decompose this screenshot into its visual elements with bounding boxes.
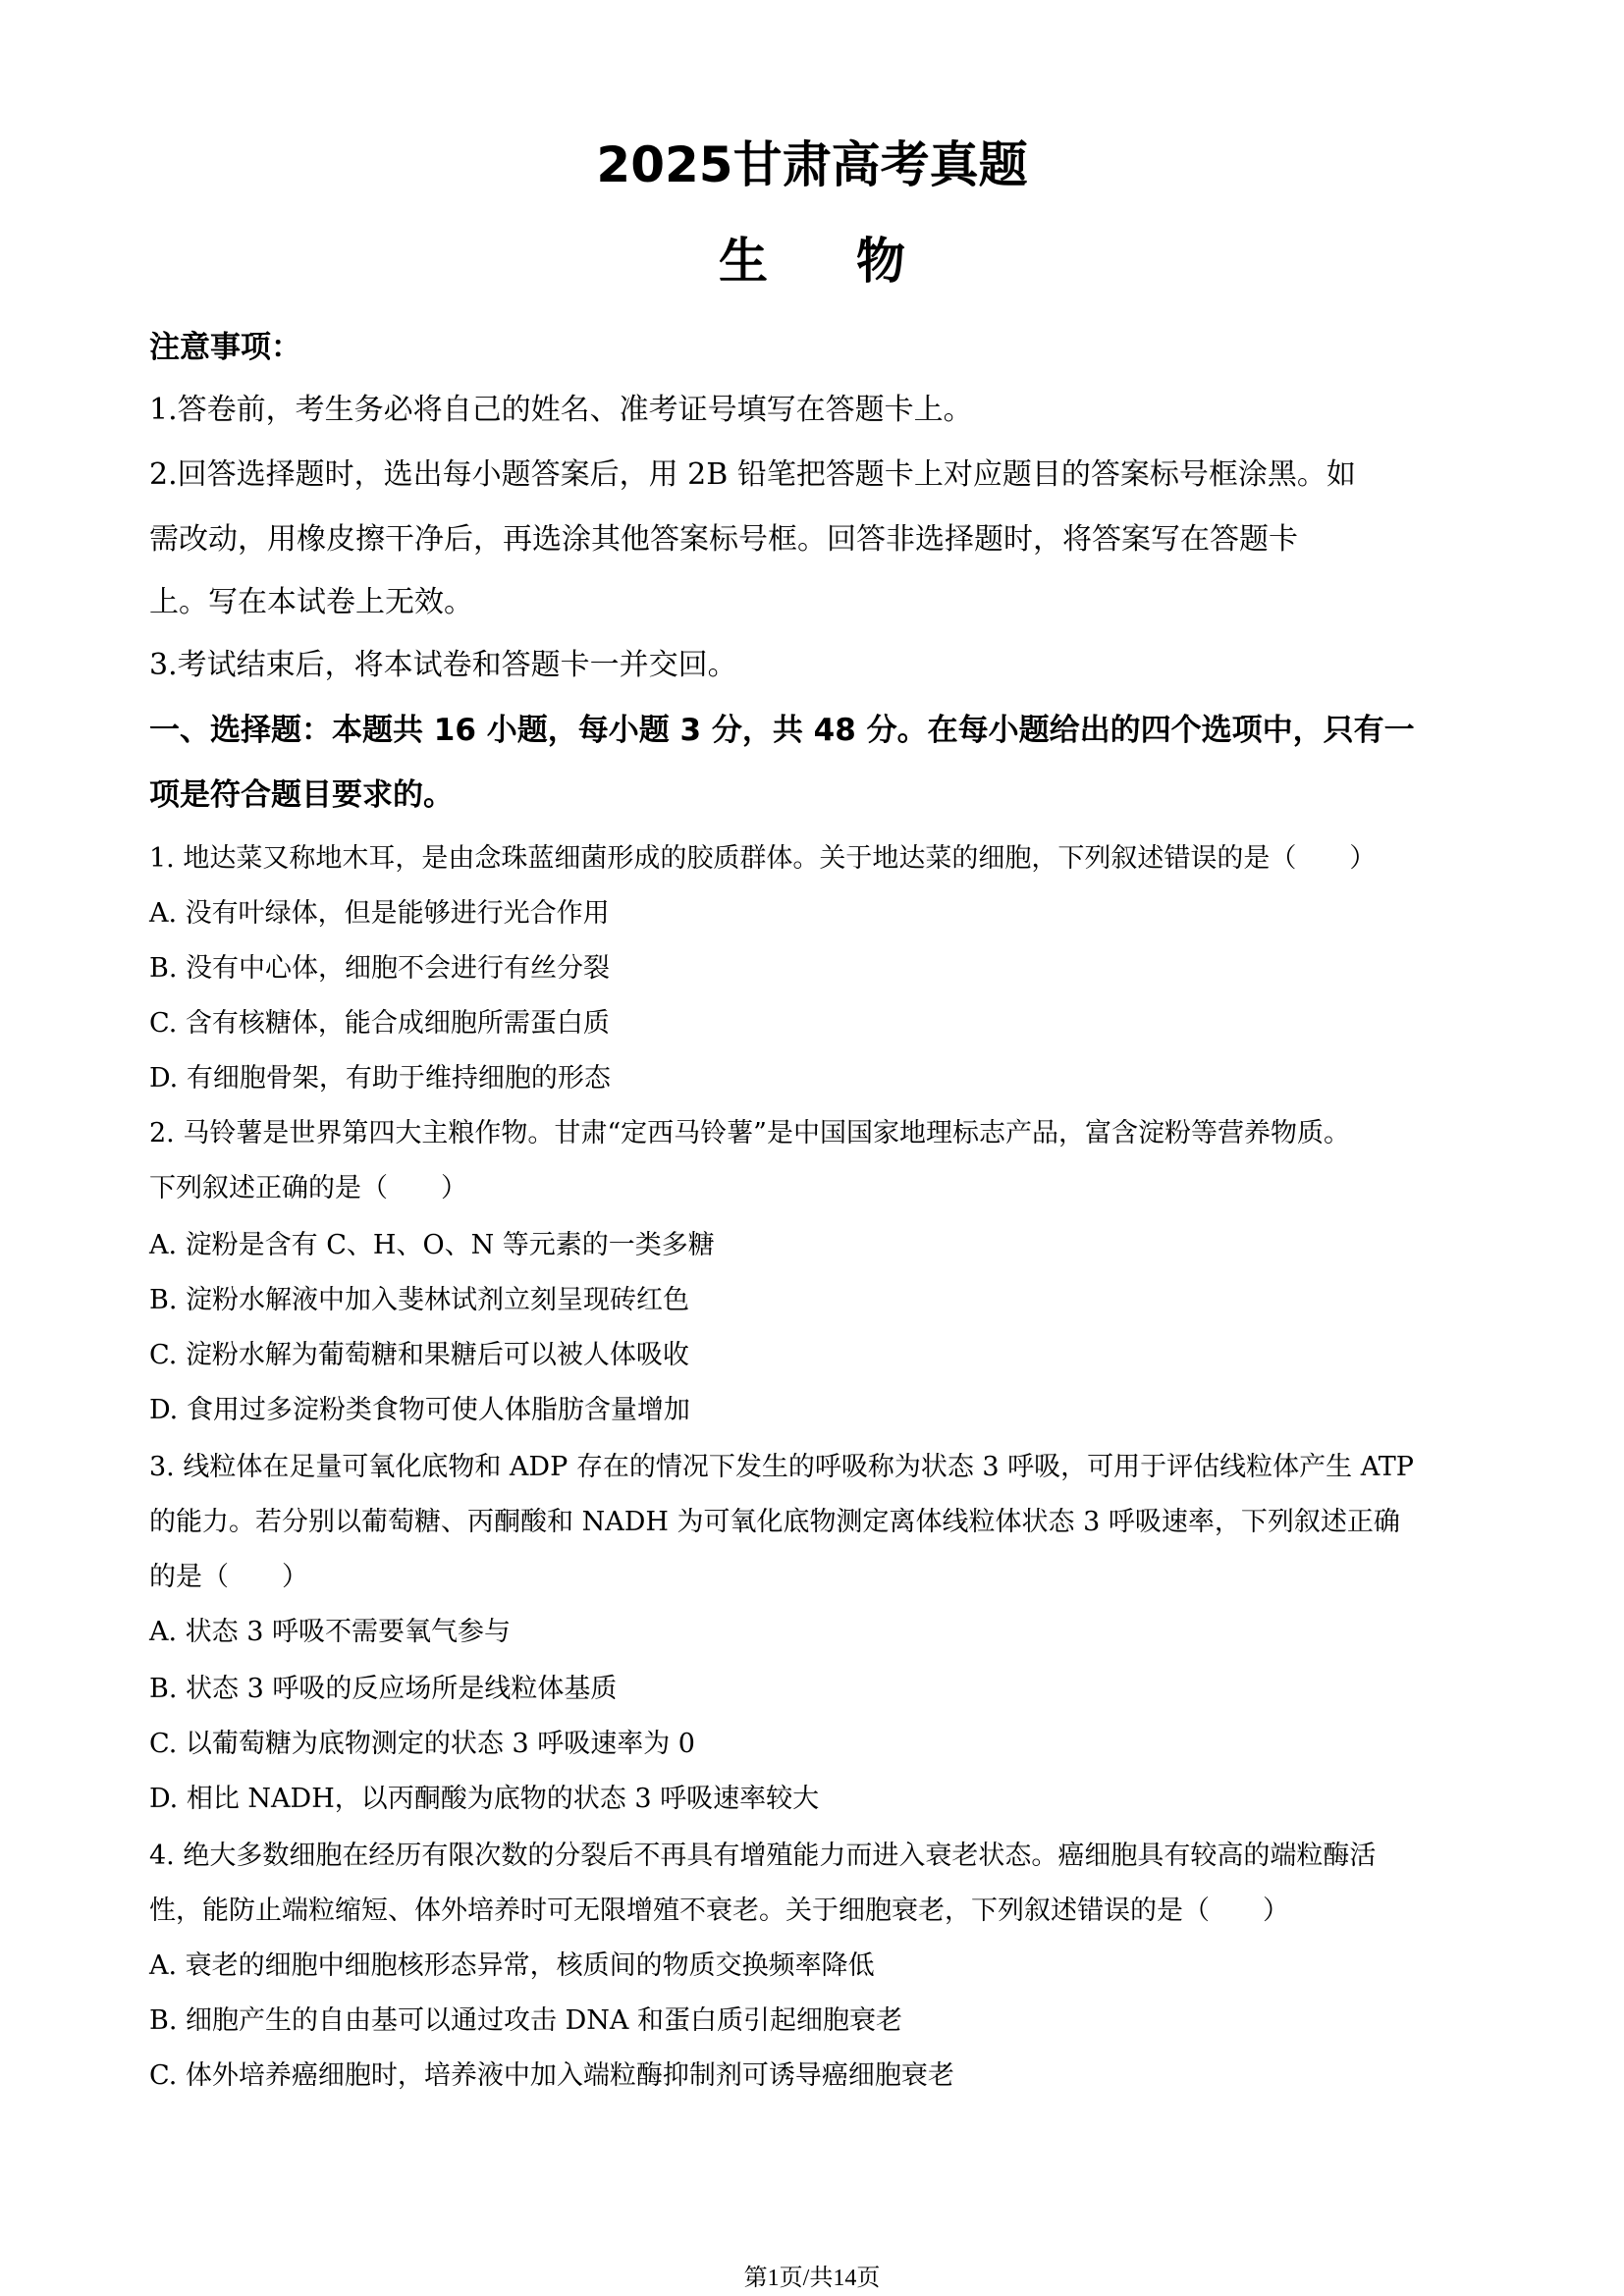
- section-heading-line-1: 一、选择题：本题共 16 小题，每小题 3 分，共 48 分。在每小题给出的四个选项中，只有一: [149, 713, 1415, 748]
- question-4-stem-line-2: 性，能防止端粒缩短、体外培养时可无限增殖不衰老。关于细胞衰老，下列叙述错误的是（ ）: [149, 1896, 1289, 1926]
- notice-heading: 注意事项：: [149, 330, 301, 365]
- question-3-option-a: A. 状态 3 呼吸不需要氧气参与: [149, 1617, 512, 1647]
- page-number: 第1页/共14页: [743, 2266, 881, 2291]
- question-2-option-b: B. 淀粉水解液中加入斐林试剂立刻呈现砖红色: [149, 1285, 690, 1315]
- question-1-option-d: D. 有细胞骨架，有助于维持细胞的形态: [149, 1063, 611, 1094]
- question-1-option-c: C. 含有核糖体，能合成细胞所需蛋白质: [149, 1008, 610, 1039]
- question-4-stem-line-1: 4. 绝大多数细胞在经历有限次数的分裂后不再具有增殖能力而进入衰老状态。癌细胞具有较高的端粒酶活: [149, 1841, 1377, 1871]
- question-1-option-a: A. 没有叶绿体，但是能够进行光合作用: [149, 898, 610, 929]
- question-2-stem-line-2: 下列叙述正确的是（ ）: [149, 1173, 467, 1203]
- question-2-option-d: D. 食用过多淀粉类食物可使人体脂肪含量增加: [149, 1395, 690, 1425]
- notice-item-2-line-3: 上。写在本试卷上无效。: [149, 585, 473, 619]
- notice-item-3: 3.考试结束后，将本试卷和答题卡一并交回。: [149, 648, 737, 682]
- subject-title: 生物: [719, 233, 994, 290]
- section-heading-line-2: 项是符合题目要求的。: [149, 777, 454, 813]
- question-1-option-b: B. 没有中心体，细胞不会进行有丝分裂: [149, 953, 611, 984]
- notice-item-2-line-2: 需改动，用橡皮擦干净后，再选涂其他答案标号框。回答非选择题时，将答案写在答题卡: [149, 522, 1298, 557]
- question-4-option-c: C. 体外培养癌细胞时，培养液中加入端粒酶抑制剂可诱导癌细胞衰老: [149, 2060, 954, 2091]
- notice-item-1: 1.答卷前，考生务必将自己的姓名、准考证号填写在答题卡上。: [149, 393, 973, 427]
- notice-item-2-line-1: 2.回答选择题时，选出每小题答案后，用 2B 铅笔把答题卡上对应题目的答案标号框涂黑。如: [149, 457, 1356, 492]
- question-4-option-b: B. 细胞产生的自由基可以通过攻击 DNA 和蛋白质引起细胞衰老: [149, 2005, 902, 2036]
- question-3-option-d: D. 相比 NADH，以丙酮酸为底物的状态 3 呼吸速率较大: [149, 1784, 820, 1814]
- question-3-stem-line-3: 的是（ ）: [149, 1562, 308, 1592]
- question-3-option-b: B. 状态 3 呼吸的反应场所是线粒体基质: [149, 1674, 618, 1704]
- question-1-stem: 1. 地达菜又称地木耳，是由念珠蓝细菌形成的胶质群体。关于地达菜的细胞，下列叙述错误的是（ ）: [149, 843, 1377, 874]
- question-3-stem-line-1: 3. 线粒体在足量可氧化底物和 ADP 存在的情况下发生的呼吸称为状态 3 呼吸，可用于评估线粒体产生 ATP: [149, 1452, 1414, 1482]
- question-4-option-a: A. 衰老的细胞中细胞核形态异常，核质间的物质交换频率降低: [149, 1950, 875, 1981]
- question-2-option-c: C. 淀粉水解为葡萄糖和果糖后可以被人体吸收: [149, 1340, 689, 1370]
- question-2-stem-line-1: 2. 马铃薯是世界第四大主粮作物。甘肃“定西马铃薯”是中国国家地理标志产品，富含淀粉等营养物质。: [149, 1118, 1350, 1148]
- question-2-option-a: A. 淀粉是含有 C、H、O、N 等元素的一类多糖: [149, 1230, 715, 1260]
- question-3-stem-line-2: 的能力。若分别以葡萄糖、丙酮酸和 NADH 为可氧化底物测定离体线粒体状态 3 呼吸速率，下列叙述正确: [149, 1507, 1400, 1537]
- question-3-option-c: C. 以葡萄糖为底物测定的状态 3 呼吸速率为 0: [149, 1729, 695, 1759]
- page-title: 2025甘肃高考真题: [596, 136, 1028, 193]
